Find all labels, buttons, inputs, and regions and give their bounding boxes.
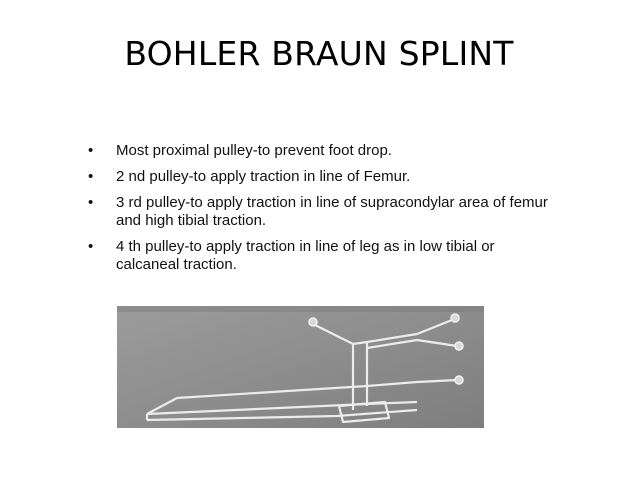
splint-illustration [117,306,484,428]
pulley-1 [309,318,317,326]
photo-background [117,306,484,428]
bullet-dot: • [88,194,94,211]
pulley-4 [455,376,463,384]
photo-edge-shade [117,306,484,312]
slide-title: BOHLER BRAUN SPLINT [124,34,514,73]
bullet-dot: • [88,168,94,185]
bullet-text: 2 nd pulley-to apply traction in line of Femur. [116,168,411,185]
bullet-text: 3 rd pulley-to apply traction in line of supracondylar area of femur and high tibial traction. [116,194,548,229]
splint-photo [117,306,484,428]
bullet-text: Most proximal pulley-to prevent foot drop. [116,142,392,159]
bullet-item [88,168,548,186]
bullet-item [88,142,548,160]
bullet-dot: • [88,142,94,159]
bullet-item [88,194,548,230]
pulley-2 [451,314,459,322]
bullet-list [88,142,548,282]
bullet-text: 4 th pulley-to apply traction in line of leg as in low tibial or calcaneal traction. [116,238,495,273]
bullet-dot: • [88,238,94,255]
bullet-item [88,238,548,274]
pulley-3 [455,342,463,350]
